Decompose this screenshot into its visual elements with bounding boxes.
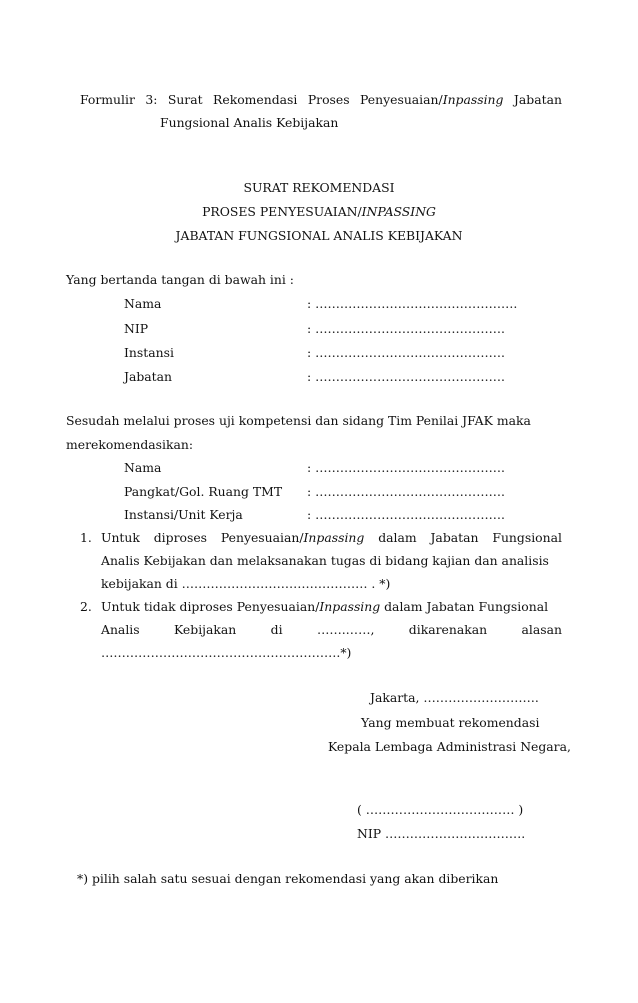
item1-line2: Analis Kebijakan dan melaksanakan tugas di bidang kajian dan analisis bbox=[101, 553, 549, 568]
item2-line1: Untuk tidak diproses Penyesuaian/Inpassing dalam Jabatan Fungsional bbox=[101, 599, 549, 614]
intro-text: Yang bertanda tangan di bawah ini : bbox=[66, 272, 294, 287]
candidate-name-label: Nama bbox=[124, 460, 162, 475]
form-word: Jabatan bbox=[513, 92, 562, 107]
statement-line2: merekomendasikan: bbox=[66, 437, 194, 452]
signer-instansi-value: : ………………………………………. bbox=[307, 345, 505, 360]
signer-name-value: : …………………………………………. bbox=[307, 296, 518, 311]
signer-instansi-label: Instansi bbox=[124, 345, 174, 360]
form-word: Surat bbox=[167, 92, 203, 107]
signer-jabatan-value: : ………………………………………. bbox=[307, 369, 505, 384]
statement-line1: Sesudah melalui proses uji kompetensi dan sidang Tim Penilai JFAK maka bbox=[66, 413, 531, 428]
document-title-line3: JABATAN FUNGSIONAL ANALIS KEBIJAKAN bbox=[175, 228, 463, 243]
form-word: Rekomendasi bbox=[213, 92, 298, 107]
item2-line3: ………………………………………………….*) bbox=[101, 645, 352, 660]
form-header-line2: Fungsional Analis Kebijakan bbox=[160, 115, 339, 130]
candidate-name-value: : ………………………………………. bbox=[307, 460, 505, 475]
form-word-penyesuaian: Penyesuaian/Inpassing bbox=[360, 92, 504, 107]
candidate-rank-label: Pangkat/Gol. Ruang TMT bbox=[124, 484, 283, 499]
item1-line1: Untuk diproses Penyesuaian/Inpassing dalam Jabatan Fungsional bbox=[101, 530, 562, 545]
form-header bbox=[80, 92, 562, 107]
signer-jabatan-label: Jabatan bbox=[124, 369, 173, 384]
signer-nip-label: NIP bbox=[124, 321, 149, 336]
item1-number: 1. bbox=[80, 530, 92, 545]
signature-place-date: Jakarta, ………………………. bbox=[370, 690, 539, 705]
item2-line2: Analis Kebijakan di …….……, dikarenakan alasan bbox=[101, 622, 562, 637]
form-number: 3: bbox=[145, 92, 158, 107]
candidate-unit-value: : ………………………………………. bbox=[307, 507, 505, 522]
item2-number: 2. bbox=[80, 599, 92, 614]
form-word: Proses bbox=[307, 92, 350, 107]
signature-position: Kepala Lembaga Administrasi Negara, bbox=[328, 739, 571, 754]
document-title-line1: SURAT REKOMENDASI bbox=[243, 180, 395, 195]
document-title-line2: PROSES PENYESUAIAN/INPASSING bbox=[202, 204, 436, 219]
form-label: Formulir bbox=[80, 92, 135, 107]
candidate-unit-label: Instansi/Unit Kerja bbox=[124, 507, 243, 522]
signature-name-placeholder: ( ……………………………… ) bbox=[357, 802, 524, 817]
item1-line3: kebijakan di ……………………………………… . *) bbox=[101, 576, 391, 591]
footnote: *) pilih salah satu sesuai dengan rekomendasi yang akan diberikan bbox=[77, 871, 499, 886]
signer-nip-value: : ………………………………………. bbox=[307, 321, 505, 336]
signature-made-by: Yang membuat rekomendasi bbox=[361, 715, 540, 730]
signer-name-label: Nama bbox=[124, 296, 162, 311]
signature-nip: NIP ……………………………. bbox=[357, 826, 526, 841]
candidate-rank-value: : ………………………………………. bbox=[307, 484, 505, 499]
